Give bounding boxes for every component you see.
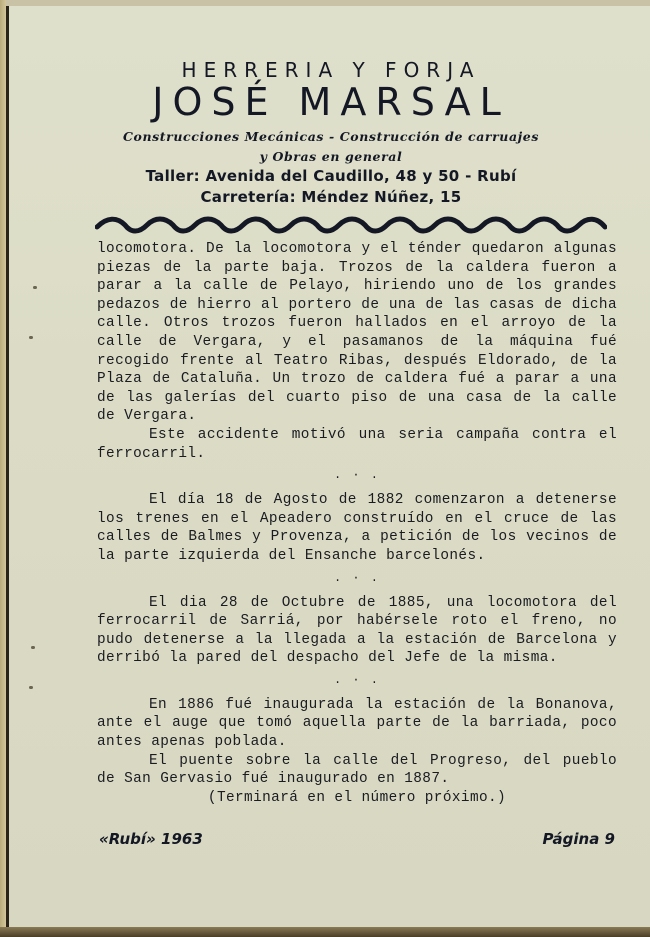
- staple-hole: [29, 336, 33, 339]
- staple-hole: [33, 286, 37, 289]
- article-paragraph: El puente sobre la calle del Progreso, del pueblo de San Gervasio fué inaugurado en 1887.: [97, 752, 617, 788]
- continuation-note: (Terminará en el número próximo.): [207, 789, 507, 806]
- article-paragraph: El día 18 de Agosto de 1882 comenzaron a detenerse los trenes en el Apeadero construído en el cruce de las calles de Balmes y Provenza, a petición de los vecinos de la parte izquierda del Ensanche barcelonés.: [97, 492, 617, 564]
- ad-tagline: Construcciones Mecánicas - Construcción de carruajes: [122, 129, 539, 144]
- ad-address-taller: Taller: Avenida del Caudillo, 48 y 50 - Rubí: [145, 167, 517, 185]
- ad-business-name: JOSÉ MARSAL: [152, 80, 510, 124]
- ad-address-carreteria: Carretería: Méndez Núñez, 15: [200, 188, 462, 206]
- page-bottom-edge: [0, 927, 650, 937]
- ornamental-wave-divider-icon: [95, 215, 607, 237]
- section-separator: . · .: [333, 570, 380, 585]
- article-paragraph: En 1886 fué inaugurada la estación de la Bonanova, ante el auge que tomó aquella parte de la barriada, poco antes apenas poblada.: [97, 696, 617, 751]
- ad-business-type: HERRERIA Y FORJA: [181, 58, 481, 82]
- publication-label: «Rubí» 1963: [99, 830, 203, 848]
- magazine-page: [6, 6, 650, 928]
- advertisement-header: [9, 58, 650, 208]
- article-paragraph: Este accidente motivó una seria campaña contra el ferrocarril.: [97, 426, 617, 462]
- staple-hole: [31, 646, 35, 649]
- section-separator: . · .: [333, 468, 380, 483]
- article-body: [97, 240, 617, 807]
- page-number: Página 9: [542, 830, 615, 848]
- article-paragraph: El dia 28 de Octubre de 1885, una locomotora del ferrocarril de Sarriá, por habérsele roto el freno, no pudo detenerse a la llegada a la estación de Barcelona y derribó la pared del despacho del Jefe de la misma.: [97, 594, 617, 667]
- article-paragraph: locomotora. De la locomotora y el ténder quedaron algunas piezas de la parte baja. Trozos de la caldera fueron a parar a la calle de Pelayo, hiriendo uno de los grandes pedazos de hierro al portero de una de las casas de dicha calle. Otros trozos fueron hallados en el arroyo de la calle de Vergara, y el pasamanos de la máquina fué recogido frente al Teatro Ribas, después Eldorado, de la Plaza de Cataluña. Un trozo de caldera fué a parar a una de las galerías del cuarto piso de una casa de la calle de Vergara.: [97, 241, 617, 425]
- ad-tagline-2: y Obras en general: [259, 149, 403, 164]
- section-separator: . · .: [333, 672, 380, 687]
- staple-hole: [29, 686, 33, 689]
